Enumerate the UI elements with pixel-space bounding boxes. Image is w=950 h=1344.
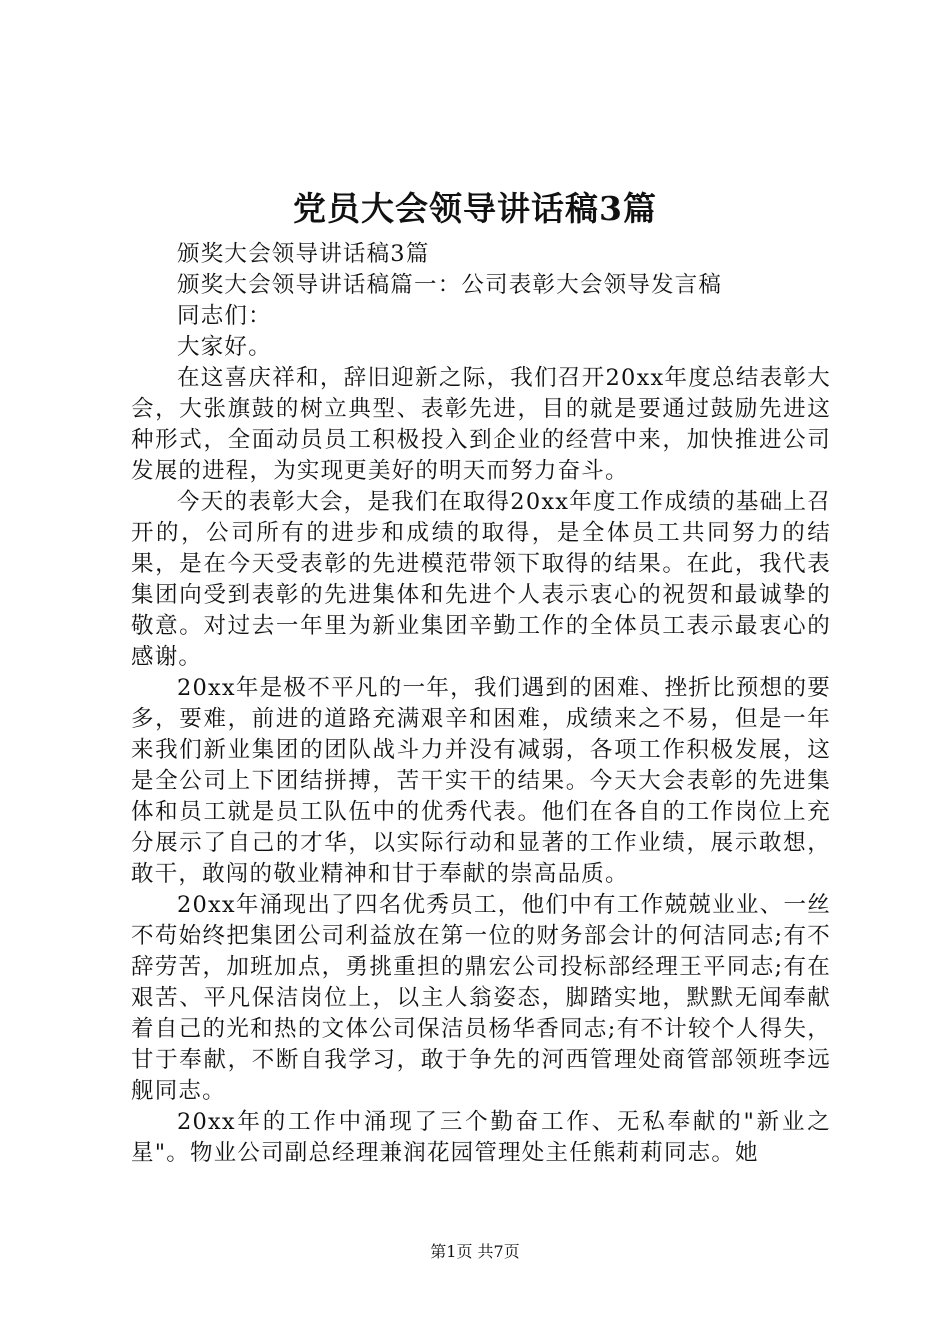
- paragraph: 20xx年是极不平凡的一年，我们遇到的困难、挫折比预想的要多，要难，前进的道路充满艰辛和困难，成绩来之不易，但是一年来我们新业集团的团队战斗力并没有减弱，各项工作积极发展，这是全公司上下团结拼搏，苦干实干的结果。今天大会表彰的先进集体和员工就是员工队伍中的优秀代表。他们在各自的工作岗位上充分展示了自己的才华，以实际行动和显著的工作业绩，展示敢想，敢干，敢闯的敬业精神和甘于奉献的崇高品质。: [131, 675, 831, 887]
- paragraph: 同志们：: [177, 303, 272, 329]
- document-body: [131, 239, 831, 1169]
- paragraph: 大家好。: [177, 334, 272, 360]
- paragraph: 颁奖大会领导讲话稿篇一：公司表彰大会领导发言稿: [177, 272, 723, 298]
- paragraph: 20xx年的工作中涌现了三个勤奋工作、无私奉献的"新业之星"。物业公司副总经理兼润花园管理处主任熊莉莉同志。她: [131, 1109, 831, 1166]
- page-number-footer: 第1页 共7页: [430, 1242, 520, 1261]
- document-title: 党员大会领导讲话稿3篇: [293, 189, 657, 228]
- paragraph: 在这喜庆祥和，辞旧迎新之际，我们召开20xx年度总结表彰大会，大张旗鼓的树立典型、表彰先进，目的就是要通过鼓励先进这种形式，全面动员员工积极投入到企业的经营中来，加快推进公司发展的进程，为实现更美好的明天而努力奋斗。: [131, 365, 831, 484]
- paragraph: 今天的表彰大会，是我们在取得20xx年度工作成绩的基础上召开的，公司所有的进步和成绩的取得，是全体员工共同努力的结果，是在今天受表彰的先进模范带领下取得的结果。在此，我代表集团向受到表彰的先进集体和先进个人表示衷心的祝贺和最诚挚的敬意。对过去一年里为新业集团辛勤工作的全体员工表示最衷心的感谢。: [131, 489, 831, 670]
- paragraph: 颁奖大会领导讲话稿3篇: [177, 241, 430, 267]
- paragraph: 20xx年涌现出了四名优秀员工，他们中有工作兢兢业业、一丝不苟始终把集团公司利益放在第一位的财务部会计的何洁同志;有不辞劳苦，加班加点，勇挑重担的鼎宏公司投标部经理王平同志;有在艰苦、平凡保洁岗位上，以主人翁姿态，脚踏实地，默默无闻奉献着自己的光和热的文体公司保洁员杨华香同志;有不计较个人得失，甘于奉献，不断自我学习，敢于争先的河西管理处商管部领班李远舰同志。: [131, 892, 831, 1104]
